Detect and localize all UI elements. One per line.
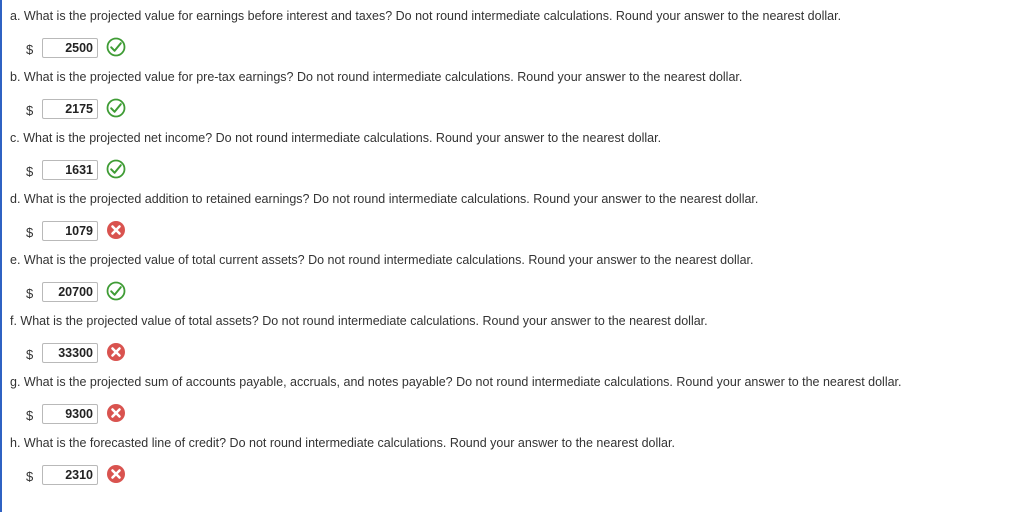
question-a-text: a. What is the projected value for earnings before interest and taxes? Do not round intermediate calculations. Round your answer to the nearest dollar.	[10, 9, 842, 23]
answer-input-h[interactable]	[42, 465, 98, 485]
question-h-text: h. What is the forecasted line of credit? Do not round intermediate calculations. Round your answer to the nearest dollar.	[10, 436, 675, 450]
question-f-text: f. What is the projected value of total assets? Do not round intermediate calculations. Round your answer to the nearest dollar.	[10, 314, 708, 328]
x-circle-icon	[106, 342, 126, 362]
question-g-text: g. What is the projected sum of accounts payable, accruals, and notes payable? Do not round intermediate calculations. Round your answer to the nearest dollar.	[10, 375, 902, 389]
question-b-text: b. What is the projected value for pre-tax earnings? Do not round intermediate calculations. Round your answer to the nearest dollar.	[10, 70, 743, 84]
check-circle-icon	[106, 98, 126, 118]
answer-input-d[interactable]	[42, 221, 98, 241]
currency-symbol: $	[26, 164, 34, 179]
currency-symbol: $	[26, 408, 34, 423]
question-c-text: c. What is the projected net income? Do not round intermediate calculations. Round your answer to the nearest dollar.	[10, 131, 662, 145]
currency-symbol: $	[26, 225, 34, 240]
check-circle-icon	[106, 159, 126, 179]
currency-symbol: $	[26, 469, 34, 484]
x-circle-icon	[106, 220, 126, 240]
x-circle-icon	[106, 464, 126, 484]
answer-input-g[interactable]	[42, 404, 98, 424]
check-circle-icon	[106, 281, 126, 301]
question-e-text: e. What is the projected value of total current assets? Do not round intermediate calculations. Round your answer to the nearest dollar.	[10, 253, 754, 267]
answer-input-a[interactable]	[42, 38, 98, 58]
answer-input-f[interactable]	[42, 343, 98, 363]
currency-symbol: $	[26, 347, 34, 362]
answer-input-b[interactable]	[42, 99, 98, 119]
x-circle-icon	[106, 403, 126, 423]
left-accent-rule	[0, 0, 2, 512]
check-circle-icon	[106, 37, 126, 57]
question-d-text: d. What is the projected addition to retained earnings? Do not round intermediate calculations. Round your answer to the nearest dollar.	[10, 192, 759, 206]
currency-symbol: $	[26, 103, 34, 118]
answer-input-e[interactable]	[42, 282, 98, 302]
answer-input-c[interactable]	[42, 160, 98, 180]
currency-symbol: $	[26, 286, 34, 301]
currency-symbol: $	[26, 42, 34, 57]
